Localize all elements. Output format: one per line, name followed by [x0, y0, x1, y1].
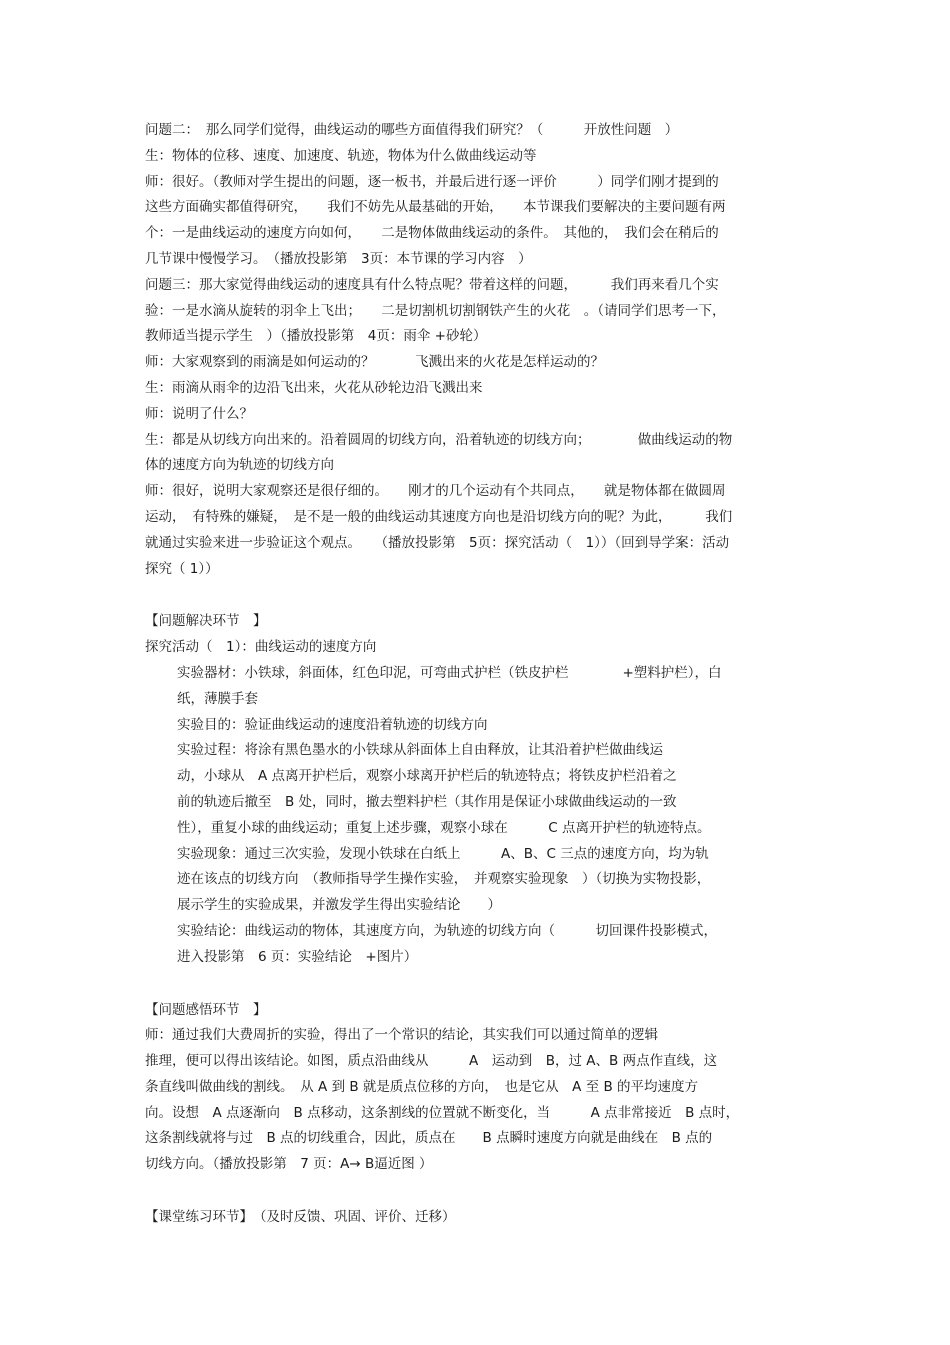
text-line: 体的速度方向为轨迹的切线方向 — [145, 457, 334, 474]
text-line: 这些方面确实都值得研究， 我们不妨先从最基础的开始， 本节课我们要解决的主要问题有两 — [145, 199, 726, 216]
experiment-line: 实验结论：曲线运动的物体，其速度方向，为轨迹的切线方向（ 切回课件投影模式， — [177, 922, 717, 939]
experiment-line: 实验器材：小铁球，斜面体，红色印泥，可弯曲式护栏（铁皮护栏 +塑料护栏），白 — [177, 664, 722, 681]
section-title-insight: 【问题感悟环节 】 — [145, 1001, 267, 1018]
experiment-line: 进入投影第 6 页：实验结论 +图片） — [177, 948, 418, 965]
text-line: 问题二： 那么同学们觉得，曲线运动的哪些方面值得我们研究？（ 开放性问题 ） — [145, 122, 679, 138]
text-line: 师：大家观察到的雨滴是如何运动的？ 飞溅出来的火花是怎样运动的？ — [145, 354, 604, 371]
text-line: 问题三：那大家觉得曲线运动的速度具有什么特点呢？带着这样的问题， 我们再来看几个实 — [145, 276, 719, 293]
experiment-line: 前的轨迹后撤至 B 处，同时，撤去塑料护栏（其作用是保证小球做曲线运动的一致 — [177, 793, 677, 810]
experiment-line: 性），重复小球的曲线运动；重复上述步骤，观察小球在 C 点离开护栏的轨迹特点。 — [177, 819, 711, 836]
spacer — [145, 1178, 805, 1205]
experiment-line: 纸，薄膜手套 — [177, 690, 258, 707]
experiment-list — [145, 661, 805, 971]
experiment-line: 实验目的：验证曲线运动的速度沿着轨迹的切线方向 — [177, 716, 488, 733]
text-line: 生：雨滴从雨伞的边沿飞出来，火花从砂轮边沿飞溅出来 — [145, 379, 483, 396]
text-line: 探究（ 1）） — [145, 560, 219, 577]
text-line: 切线方向。（播放投影第 7 页：A→ B逼近图 ） — [145, 1156, 433, 1173]
experiment-line: 动，小球从 A 点离开护栏后，观察小球离开护栏后的轨迹特点；将铁皮护栏沿着之 — [177, 768, 677, 785]
text-line: 教师适当提示学生 ）（播放投影第 4页：雨伞 +砂轮） — [145, 328, 487, 345]
experiment-line: 迹在该点的切线方向 （教师指导学生操作实验， 并观察实验现象 ）（切换为实物投影， — [177, 871, 711, 888]
text-line: 条直线叫做曲线的割线。 从 A 到 B 就是质点位移的方向， 也是它从 A 至 B 的平均速度方 — [145, 1078, 699, 1095]
text-line: 几节课中慢慢学习。 （播放投影第 3页：本节课的学习内容 ） — [145, 250, 532, 267]
section-title-problem-solving: 【问题解决环节 】 — [145, 613, 267, 630]
text-line: 运动， 有特殊的嫌疑， 是不是一般的曲线运动其速度方向也是沿切线方向的呢？为此， 我们 — [145, 508, 733, 525]
spacer — [145, 582, 805, 609]
experiment-line: 实验现象：通过三次实验，发现小铁球在白纸上 A、B、C 三点的速度方向，均为轨 — [177, 845, 709, 862]
dialogue-block — [145, 118, 805, 582]
experiment-line: 实验过程：将涂有黑色墨水的小铁球从斜面体上自由释放，让其沿着护栏做曲线运 — [177, 742, 663, 759]
section-title-practice: 【课堂练习环节】 （及时反馈、巩固、评价、迁移） — [145, 1209, 456, 1226]
text-line: 验：一是水滴从旋转的羽伞上飞出； 二是切割机切割钢铁产生的火花 。（请同学们思考一下， — [145, 302, 726, 319]
text-line: 这条割线就将与过 B 点的切线重合，因此，质点在 B 点瞬时速度方向就是曲线在 B 点的 — [145, 1130, 713, 1147]
text-line: 师：很好。（教师对学生提出的问题，逐一板书，并最后进行逐一评价 ）同学们刚才提到的 — [145, 173, 719, 190]
experiment-line: 展示学生的实验成果，并激发学生得出实验结论 ） — [177, 897, 501, 914]
text-line: 生：物体的位移、速度、加速度、轨迹，物体为什么做曲线运动等 — [145, 147, 537, 164]
activity-heading: 探究活动（ 1）：曲线运动的速度方向 — [145, 639, 377, 656]
text-line: 就通过实验来进一步验证这个观点。 （播放投影第 5页：探究活动（ 1））（回到导学案：活动 — [145, 534, 730, 551]
text-line: 师：很好，说明大家观察还是很仔细的。 刚才的几个运动有个共同点， 就是物体都在做圆周 — [145, 483, 726, 500]
text-line: 个：一是曲线运动的速度方向如何， 二是物体做曲线运动的条件。 其他的， 我们会在稍后的 — [145, 225, 719, 242]
document-body — [145, 118, 805, 1231]
spacer — [145, 971, 805, 998]
text-line: 推理，便可以得出该结论。如图，质点沿曲线从 A 运动到 B，过 A、B 两点作直线，这 — [145, 1053, 718, 1070]
insight-block — [145, 1023, 805, 1178]
text-line: 师：说明了什么？ — [145, 405, 253, 422]
text-line: 师：通过我们大费周折的实验，得出了一个常识的结论，其实我们可以通过简单的逻辑 — [145, 1027, 658, 1044]
text-line: 生：都是从切线方向出来的。沿着圆周的切线方向，沿着轨迹的切线方向； 做曲线运动的物 — [145, 431, 733, 448]
text-line: 向。设想 A 点逐渐向 B 点移动，这条割线的位置就不断变化，当 A 点非常接近 B 点时， — [145, 1104, 740, 1121]
